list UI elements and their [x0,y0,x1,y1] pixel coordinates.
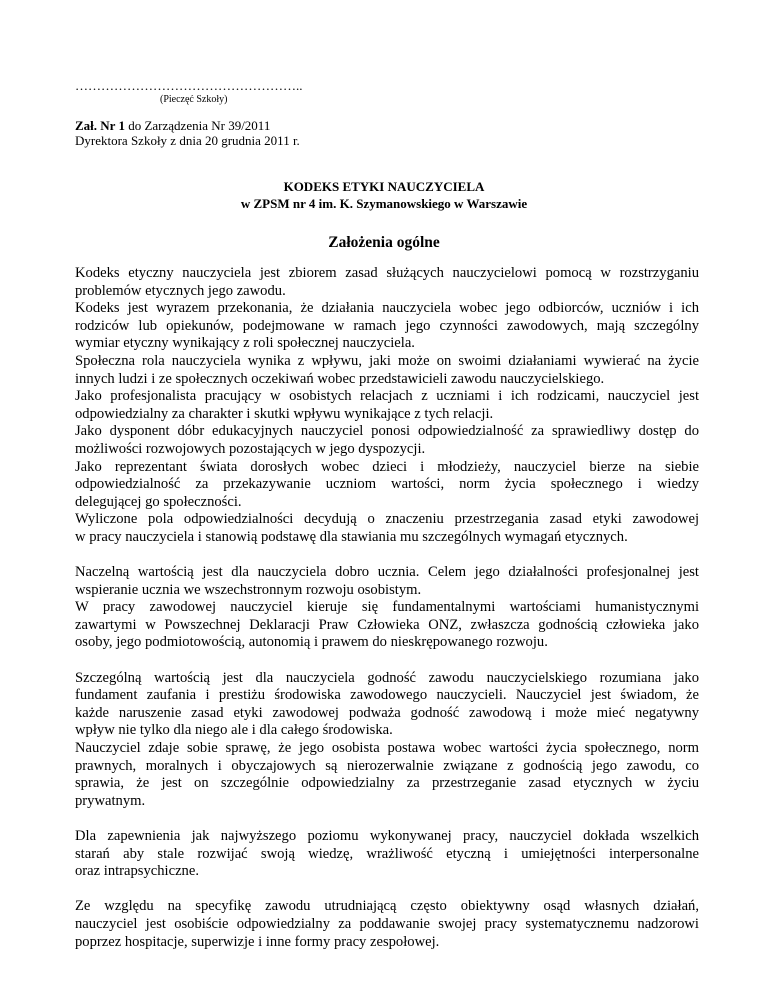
section-title: Założenia ogólne [328,234,440,251]
text-line: Dla zapewnienia jak najwyższego poziomu wykonywanej pracy, nauczyciel dokłada wszelkich [75,828,699,844]
text-line: odpowiedzialny za charakter i skutki wpływu wynikające z tych relacji. [75,405,494,422]
paragraph [75,265,699,547]
text-line: Jako reprezentant świata dorosłych wobec dzieci i młodzieży, nauczyciel bierze na siebie [75,458,699,475]
paragraph [75,828,699,881]
text-line: w pracy nauczyciela i stanowią podstawę dla stawiania mu szczególnych wymagań etycznych. [75,528,628,545]
text-line: innych ludzi i ze społecznych oczekiwań wobec przedstawicieli zawodu nauczycielskiego. [75,370,605,387]
text-line: Nauczyciel zdaje sobie sprawę, że jego osobista postawa wobec wartości życia społecznego, norm [75,740,699,757]
text-line: Wyliczone pola odpowiedzialności decydują o znaczeniu przestrzegania zasad etyki zawodowej [75,511,699,528]
title-line-2: w ZPSM nr 4 im. K. Szymanowskiego w Warszawie [240,196,528,211]
text-line: delegującej go społeczności. [75,493,242,510]
attachment-number: Zał. Nr 1 [75,118,125,133]
paragraph [75,898,699,951]
stamp-label: (Pieczęć Szkoły) [160,94,228,105]
text-line: fundament zaufania i prestiżu środowiska zawodowego nauczycieli. Nauczyciel jest świadom, że [75,687,699,704]
text-line: prawnych, moralnych i obyczajowych są nierozerwalnie związane z godnością jego zawodu, co [75,757,699,774]
text-line: Szczególną wartością jest dla nauczyciela godność zawodu nauczycielskiego rozumiana jako [75,669,699,686]
text-line: sprawia, że jest on szczególnie odpowiedzialny za przestrzeganie zasad etycznych w życiu [75,775,699,792]
text-line: zawartymi w Powszechnej Deklaracji Praw Człowieka ONZ, zwłaszcza godnością człowieka jako [75,616,699,633]
text-line: odpowiedzialność za przekazywanie uczniom wartości, norm życia społecznego i wiedzy [75,476,699,493]
text-line: wpływ nie tylko dla niego ale i dla całego środowiska. [75,722,393,739]
text-line: prywatnym. [75,792,146,809]
document-body [75,265,699,951]
text-line: Społeczna rola nauczyciela wynika z wpływu, jaki może on swoimi działaniami wywierać na życie [75,352,699,369]
attachment-issuer: Dyrektora Szkoły z dnia 20 grudnia 2011 r. [75,133,300,148]
text-line: Jako profesjonalista pracujący w osobistych relacjach z uczniami i ich rodzicami, nauczyciel jest [75,388,699,405]
text-line: poprzez hospitacje, superwizje i inne formy pracy zespołowej. [75,933,440,950]
document-title [0,178,768,212]
text-line: osoby, jego podmiotowością, autonomią i prawem do nieskrępowanego rozwoju. [75,634,548,651]
text-line: Naczelną wartością jest dla nauczyciela dobro ucznia. Celem jego działalności profesjonalnej jest [75,564,699,581]
title-line-1: KODEKS ETYKI NAUCZYCIELA [283,179,485,194]
text-line: wymiar etyczny wynikający z roli społecznej nauczyciela. [75,335,415,352]
text-line: Ze względu na specyfikę zawodu utrudniającą często obiektywny osąd własnych działań, [75,898,699,915]
text-line: Kodeks etyczny nauczyciela jest zbiorem zasad służących nauczycielowi pomocą w rozstrzyganiu [75,265,699,281]
attachment-reference: do Zarządzenia Nr 39/2011 [124,118,271,133]
text-line: każde naruszenie zasad etyki zawodowej podważa godność zawodową i może mieć negatywny [75,704,699,721]
paragraph [75,564,699,652]
stamp-placeholder: …………………………………………….. [75,78,303,93]
text-line: możliwości rozwojowych pozostających w jego dyspozycji. [75,440,426,457]
text-line: Kodeks jest wyrazem przekonania, że działania nauczyciela wobec jego odbiorców, uczniów i ich [75,300,699,317]
text-line: oraz intrapsychiczne. [75,863,199,880]
text-line: nauczyciel jest osobiście odpowiedzialny za poddawanie swojej pracy systematycznemu nadzorowi [75,915,699,932]
text-line: problemów etycznych jego zawodu. [75,282,286,299]
text-line: rodziców lub opiekunów, podejmowane w ramach jego czynności zawodowych, mają szczególny [75,317,699,334]
text-line: W pracy zawodowej nauczyciel kieruje się fundamentalnymi wartościami humanistycznymi [75,599,699,616]
attachment-note [75,118,300,148]
text-line: wspieranie ucznia we wszechstronnym rozwoju osobistym. [75,581,422,598]
paragraph [75,670,699,811]
text-line: Jako dysponent dóbr edukacyjnych nauczyciel ponosi odpowiedzialność za sprawiedliwy dostęp do [75,423,699,440]
text-line: starań aby stale rozwijać swoją wiedzę, wrażliwość etyczną i umiejętności interpersonalne [75,845,699,862]
